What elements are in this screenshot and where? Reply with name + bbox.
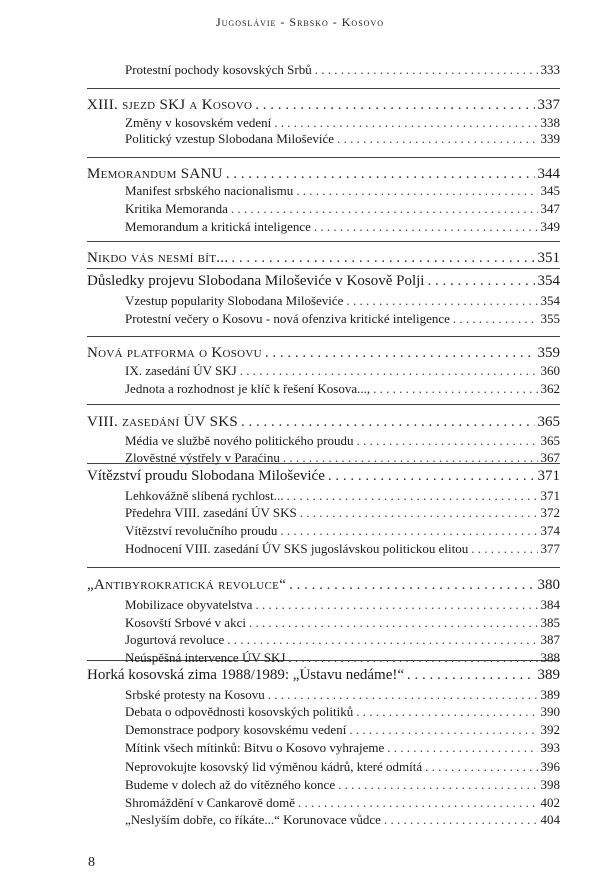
entry-title: Vítězství revolučního proudu xyxy=(125,523,278,538)
entry-page-number: 349 xyxy=(540,219,560,234)
entry-title: Lehkovážně slíbená rychlost... xyxy=(125,488,284,503)
entry-title: XIII. sjezd SKJ a Kosovo xyxy=(87,97,253,113)
entry-page-number: 351 xyxy=(537,250,560,266)
toc-entry xyxy=(0,345,600,365)
dot-leader xyxy=(328,468,535,485)
dot-leader xyxy=(274,115,537,131)
toc-subentry xyxy=(0,363,600,383)
entry-title: Hodnocení VIII. zasedání ÚV SKS jugoslávskou politickou elitou xyxy=(125,541,469,556)
toc-subentry xyxy=(0,704,600,724)
entry-title: Nikdo vás nesmí bít... xyxy=(87,250,229,266)
entry-page-number: 396 xyxy=(540,759,560,774)
entry-title: „Antibyrokratická revoluce“ xyxy=(87,577,287,593)
entry-page-number: 374 xyxy=(540,523,560,538)
toc-entry xyxy=(0,667,600,687)
dot-leader xyxy=(255,597,537,613)
entry-title: Srbské protesty na Kosovu xyxy=(125,687,265,702)
dot-leader xyxy=(407,667,535,684)
entry-title: Memorandum SANU xyxy=(87,166,223,182)
dot-leader xyxy=(227,632,537,648)
entry-page-number: 354 xyxy=(540,293,560,308)
entry-page-number: 359 xyxy=(537,345,560,361)
entry-title: Kritika Memoranda xyxy=(125,201,228,216)
entry-page-number: 371 xyxy=(540,488,560,503)
entry-title: Jogurtová revoluce xyxy=(125,632,225,647)
dot-leader xyxy=(300,505,538,521)
entry-title: Budeme v dolech až do vítězného konce xyxy=(125,777,336,792)
dot-leader xyxy=(387,740,537,756)
running-header: Jugoslávie - Srbsko - Kosovo xyxy=(215,15,384,29)
entry-title: Debata o odpovědnosti kosovských politiků xyxy=(125,704,354,719)
section-divider xyxy=(87,88,560,89)
dot-leader xyxy=(357,433,538,449)
entry-page-number: 402 xyxy=(540,795,560,810)
dot-leader xyxy=(231,201,538,217)
toc-subentry xyxy=(0,541,600,561)
toc-subentry xyxy=(0,812,600,832)
dot-leader xyxy=(296,183,537,199)
dot-leader xyxy=(283,450,538,466)
entry-title: Kosovští Srbové v akci xyxy=(125,615,246,630)
entry-page-number: 333 xyxy=(540,62,560,77)
entry-page-number: 388 xyxy=(540,650,560,665)
dot-leader xyxy=(289,577,534,594)
dot-leader xyxy=(265,345,535,362)
toc-subentry xyxy=(0,523,600,543)
entry-title: Horká kosovská zima 1988/1989: „Ústavu nedáme!“ xyxy=(87,667,404,683)
dot-leader xyxy=(249,615,538,631)
toc-subentry xyxy=(0,597,600,617)
entry-page-number: 384 xyxy=(540,597,560,612)
entry-title: Demonstrace podpory kosovskému vedení xyxy=(125,722,347,737)
entry-title: Protestní večery o Kosovu - nová ofenziva kritické inteligence xyxy=(125,311,450,326)
entry-title: Vzestup popularity Slobodana Miloševiće xyxy=(125,293,344,308)
toc-subentry xyxy=(0,777,600,797)
toc-subentry xyxy=(0,722,600,742)
entry-title: Důsledky projevu Slobodana Miloševiće v Kosově Polji xyxy=(87,273,425,289)
entry-page-number: 365 xyxy=(540,433,560,448)
dot-leader xyxy=(314,219,538,235)
dot-leader xyxy=(453,311,538,327)
entry-page-number: 345 xyxy=(540,183,560,198)
entry-page-number: 404 xyxy=(540,812,560,827)
entry-title: Manifest srbského nacionalismu xyxy=(125,183,294,198)
toc-subentry xyxy=(0,311,600,331)
toc-entry xyxy=(0,468,600,488)
entry-page-number: 390 xyxy=(540,704,560,719)
toc-entry xyxy=(0,414,600,434)
dot-leader xyxy=(373,381,537,397)
entry-page-number: 389 xyxy=(537,667,560,683)
entry-title: Jednota a rozhodnost je klíč k řešení Kosova..., xyxy=(125,381,371,396)
entry-page-number: 338 xyxy=(540,115,560,130)
dot-leader xyxy=(286,488,537,504)
toc-subentry xyxy=(0,219,600,239)
entry-title: Neúspěšná intervence ÚV SKJ xyxy=(125,650,286,665)
entry-title: Mítink všech mítinků: Bitvu o Kosovo vyhrajeme xyxy=(125,740,385,755)
entry-title: Mobilizace obyvatelstva xyxy=(125,597,253,612)
entry-title: Zlověstné výstřely v Paraćinu xyxy=(125,450,280,465)
entry-page-number: 377 xyxy=(540,541,560,556)
entry-page-number: 354 xyxy=(537,273,560,289)
dot-leader xyxy=(384,812,538,828)
dot-leader xyxy=(471,541,537,557)
toc-subentry xyxy=(0,381,600,401)
entry-title: Změny v kosovském vedení xyxy=(125,115,272,130)
dot-leader xyxy=(425,759,537,775)
dot-leader xyxy=(337,131,537,147)
entry-page-number: 365 xyxy=(537,414,560,430)
dot-leader xyxy=(349,722,537,738)
toc-subentry xyxy=(0,632,600,652)
entry-title: Předehra VIII. zasedání ÚV SKS xyxy=(125,505,297,520)
dot-leader xyxy=(338,777,537,793)
entry-title: Memorandum a kritická inteligence xyxy=(125,219,311,234)
entry-title: Shromáždění v Cankarově domě xyxy=(125,795,296,810)
dot-leader xyxy=(226,166,535,183)
toc-subentry xyxy=(0,131,600,151)
dot-leader xyxy=(255,97,534,114)
section-divider xyxy=(87,567,560,568)
entry-title: Nová platforma o Kosovu xyxy=(87,345,262,361)
entry-title: Vítězství proudu Slobodana Miloševiće xyxy=(87,468,325,484)
entry-page-number: 398 xyxy=(540,777,560,792)
dot-leader xyxy=(315,62,538,78)
entry-page-number: 387 xyxy=(540,632,560,647)
dot-leader xyxy=(288,650,537,666)
entry-page-number: 367 xyxy=(540,450,560,465)
entry-page-number: 339 xyxy=(540,131,560,146)
toc-entry xyxy=(0,97,600,117)
entry-title: Protestní pochody kosovských Srbů xyxy=(125,62,312,77)
section-divider xyxy=(87,157,560,158)
entry-title: „Neslyším dobře, co říkáte...“ Korunovace vůdce xyxy=(125,812,381,827)
entry-title: Neprovokujte kosovský lid výměnou kádrů, které odmítá xyxy=(125,759,423,774)
toc-subentry xyxy=(0,505,600,525)
dot-leader xyxy=(356,704,537,720)
entry-page-number: 347 xyxy=(540,201,560,216)
entry-title: VIII. zasedání ÚV SKS xyxy=(87,414,239,430)
entry-page-number: 360 xyxy=(540,363,560,378)
toc-subentry xyxy=(0,759,600,779)
toc-subentry xyxy=(0,62,600,82)
dot-leader xyxy=(298,795,537,811)
toc-subentry xyxy=(0,183,600,203)
entry-page-number: 392 xyxy=(540,722,560,737)
dot-leader xyxy=(280,523,537,539)
section-divider xyxy=(87,241,560,242)
dot-leader xyxy=(241,414,534,431)
entry-title: Politický vzestup Slobodana Miloševiće xyxy=(125,131,335,146)
dot-leader xyxy=(346,293,537,309)
entry-page-number: 389 xyxy=(540,687,560,702)
section-divider xyxy=(87,404,560,405)
toc-subentry xyxy=(0,740,600,760)
section-divider xyxy=(87,336,560,337)
entry-page-number: 380 xyxy=(537,577,560,593)
toc-subentry xyxy=(0,293,600,313)
entry-page-number: 385 xyxy=(540,615,560,630)
entry-page-number: 337 xyxy=(537,97,560,113)
entry-page-number: 372 xyxy=(540,505,560,520)
toc-entry xyxy=(0,577,600,597)
dot-leader xyxy=(240,363,538,379)
dot-leader xyxy=(427,273,534,290)
dot-leader xyxy=(268,687,538,703)
page-number: 8 xyxy=(88,855,95,870)
entry-page-number: 371 xyxy=(537,468,560,484)
entry-page-number: 355 xyxy=(540,311,560,326)
dot-leader xyxy=(231,250,534,267)
entry-page-number: 362 xyxy=(540,381,560,396)
entry-title: Média ve službě nového politického proudu xyxy=(125,433,354,448)
entry-page-number: 393 xyxy=(540,740,560,755)
toc-subentry xyxy=(0,201,600,221)
entry-page-number: 344 xyxy=(537,166,560,182)
toc-subentry xyxy=(0,450,600,470)
toc-entry xyxy=(0,273,600,293)
toc-entry xyxy=(0,250,600,270)
entry-title: IX. zasedání ÚV SKJ xyxy=(125,363,237,378)
